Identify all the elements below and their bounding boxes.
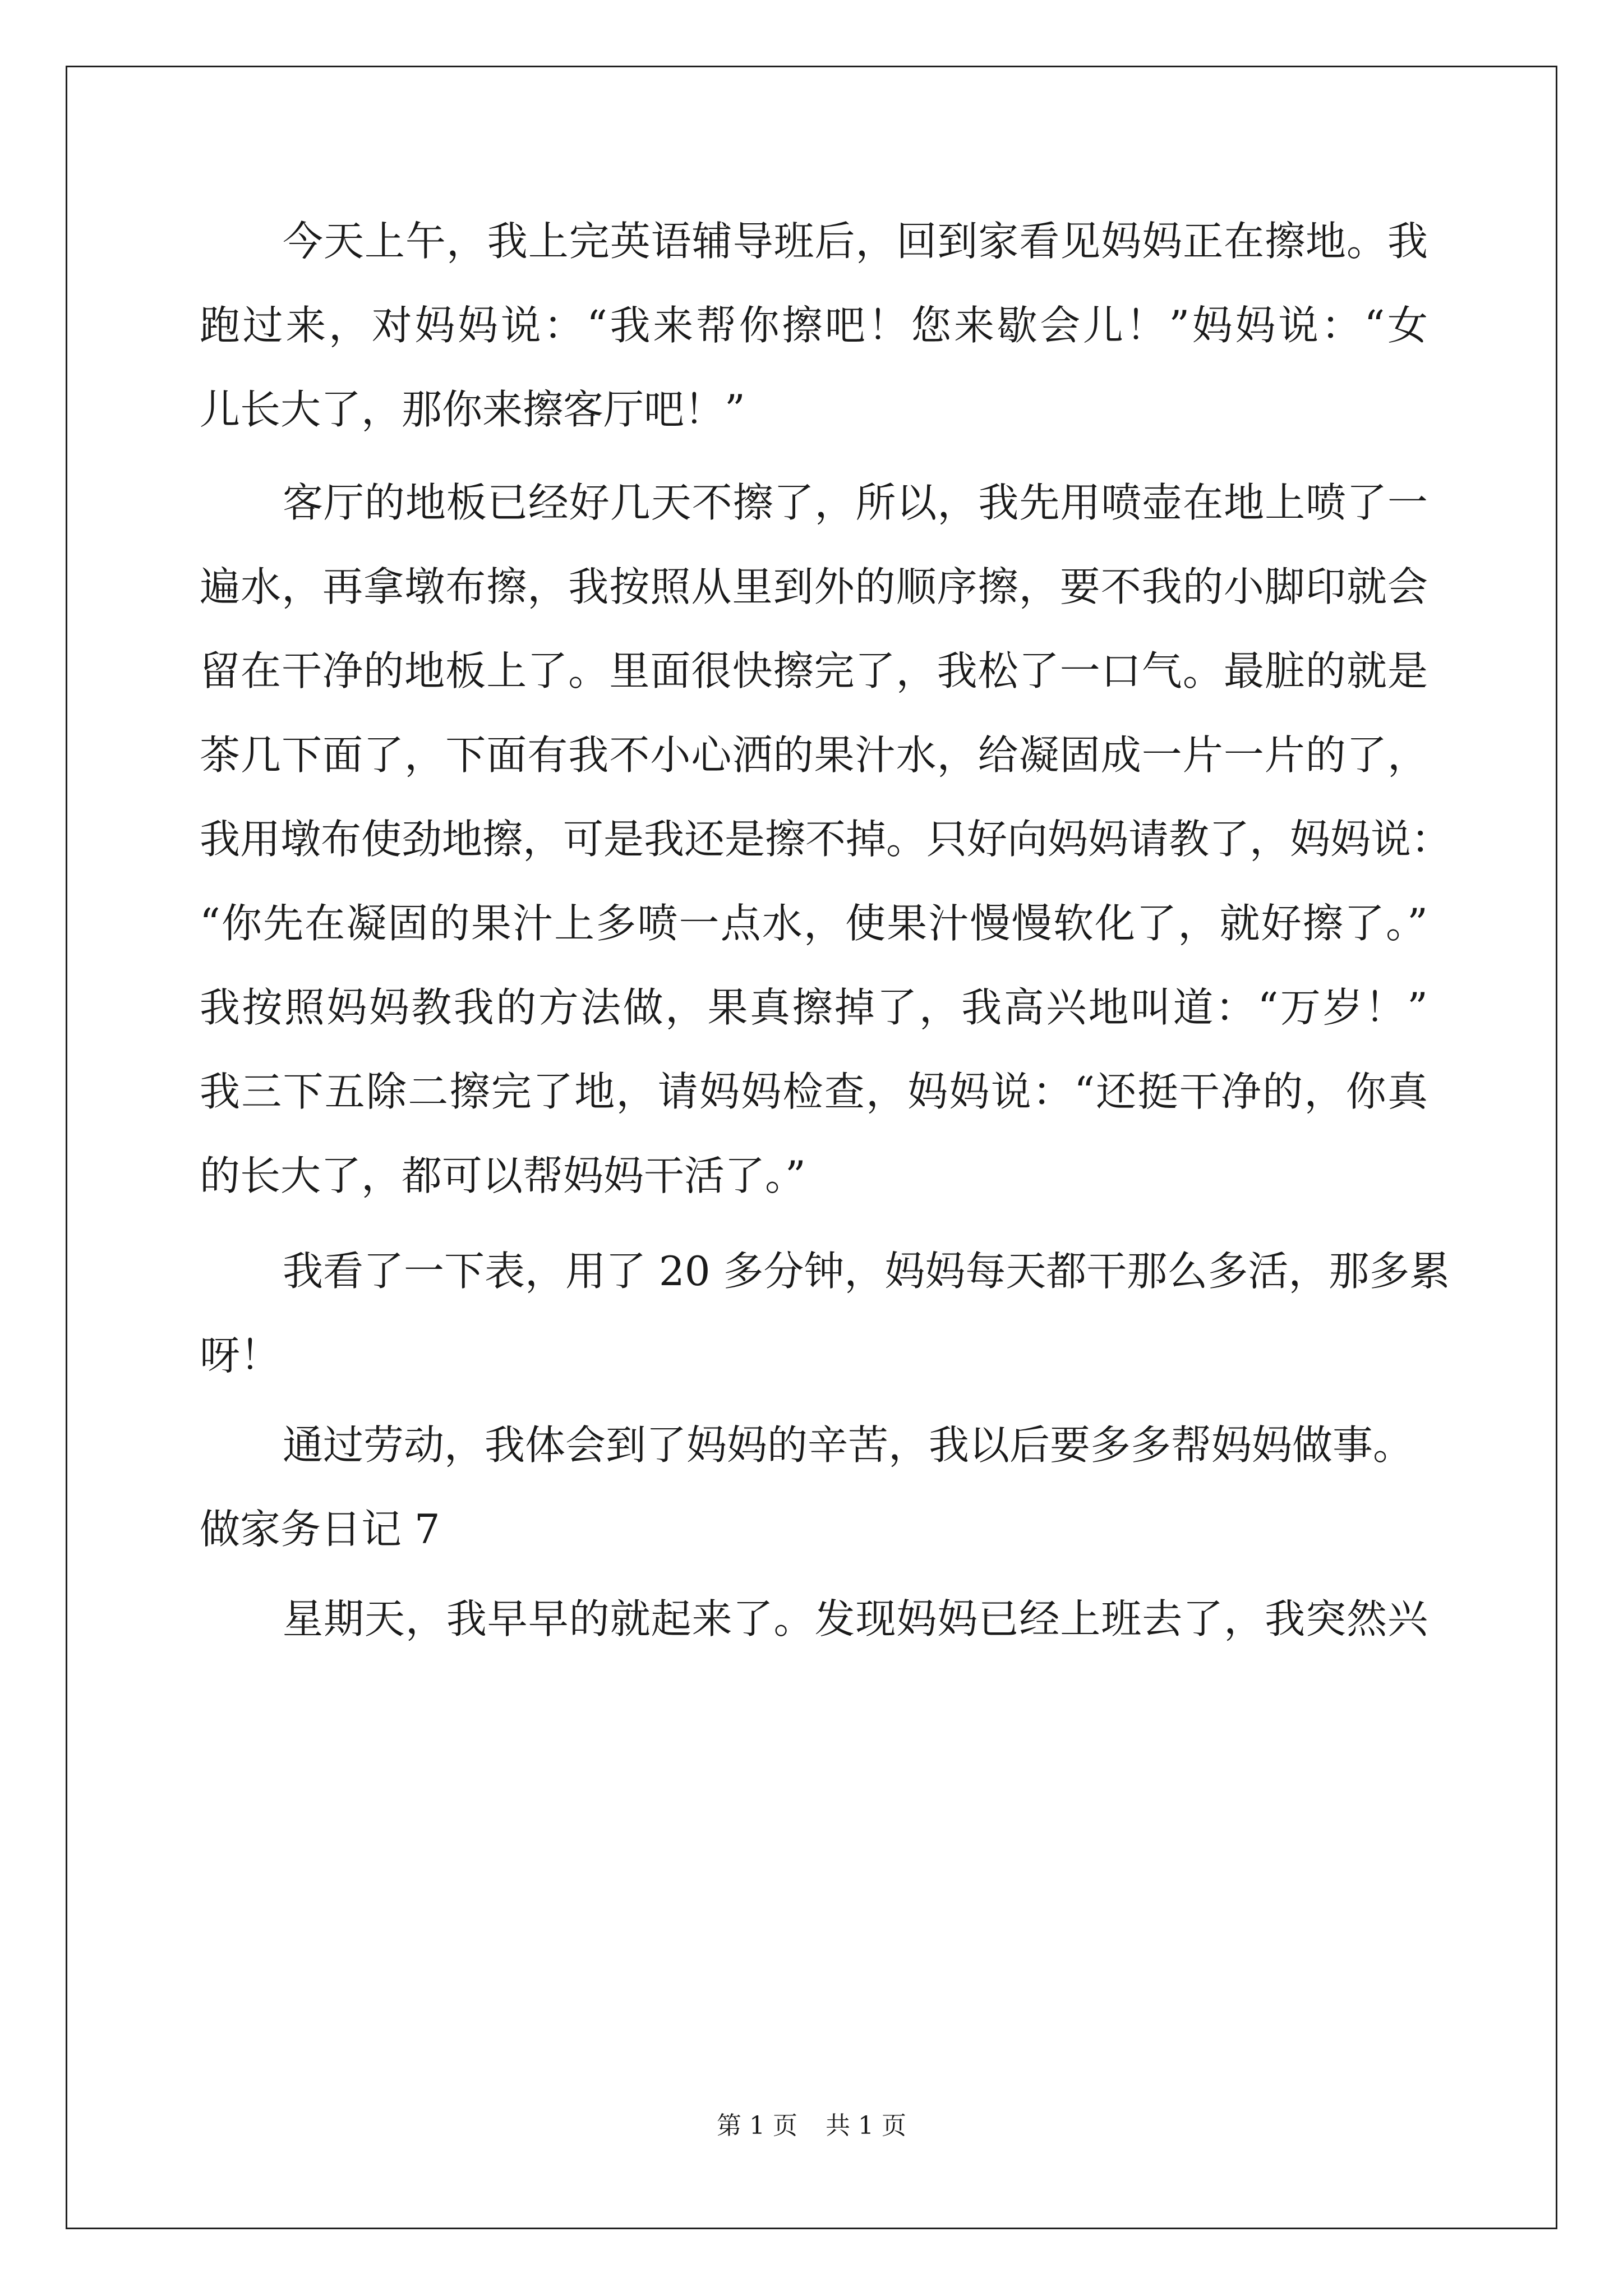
paragraph-4-line-1: 通过劳动，我体会到了妈妈的辛苦，我以后要多多帮妈妈做事。 [283,1421,1414,1469]
paragraph-2-line-9: 的长大了，都可以帮妈妈干活了。” [200,1152,806,1199]
page-total: 共 1 页 [826,2111,906,2140]
paragraph-2-line-4: 茶几下面了，下面有我不小心洒的果汁水，给凝固成一片一片的了， [200,731,1428,779]
paragraph-2-line-8: 我三下五除二擦完了地，请妈妈检查，妈妈说：“还挺干净的，你真 [200,1068,1428,1115]
paragraph-2-line-1: 客厅的地板已经好几天不擦了，所以，我先用喷壶在地上喷了一 [283,479,1428,526]
paragraph-3-line-2: 呀！ [200,1332,281,1379]
paragraph-1-line-1: 今天上午，我上完英语辅导班后，回到家看见妈妈正在擦地。我 [283,218,1428,265]
paragraph-2-line-3: 留在干净的地板上了。里面很快擦完了，我松了一口气。最脏的就是 [200,647,1428,694]
page-footer [0,2109,1623,2143]
paragraph-5-line-1: 星期天，我早早的就起来了。发现妈妈已经上班去了，我突然兴 [283,1595,1428,1642]
paragraph-2-line-2: 遍水，再拿墩布擦，我按照从里到外的顺序擦，要不我的小脚印就会 [200,563,1428,610]
section-heading: 做家务日记 7 [200,1506,440,1553]
page-number: 第 1 页 [717,2111,797,2140]
paragraph-2-line-5: 我用墩布使劲地擦，可是我还是擦不掉。只好向妈妈请教了，妈妈说： [200,816,1452,863]
paragraph-1-line-2: 跑过来，对妈妈说：“我来帮你擦吧！您来歇会儿！”妈妈说：“女 [200,302,1428,349]
paragraph-2-line-7: 我按照妈妈教我的方法做，果真擦掉了，我高兴地叫道：“万岁！” [200,984,1428,1031]
paragraph-1-line-3: 儿长大了，那你来擦客厅吧！” [200,386,745,433]
paragraph-2-line-6: “你先在凝固的果汁上多喷一点水，使果汁慢慢软化了，就好擦了。” [200,900,1428,947]
paragraph-3-line-1: 我看了一下表，用了 20 多分钟，妈妈每天都干那么多活，那多累 [283,1248,1450,1295]
